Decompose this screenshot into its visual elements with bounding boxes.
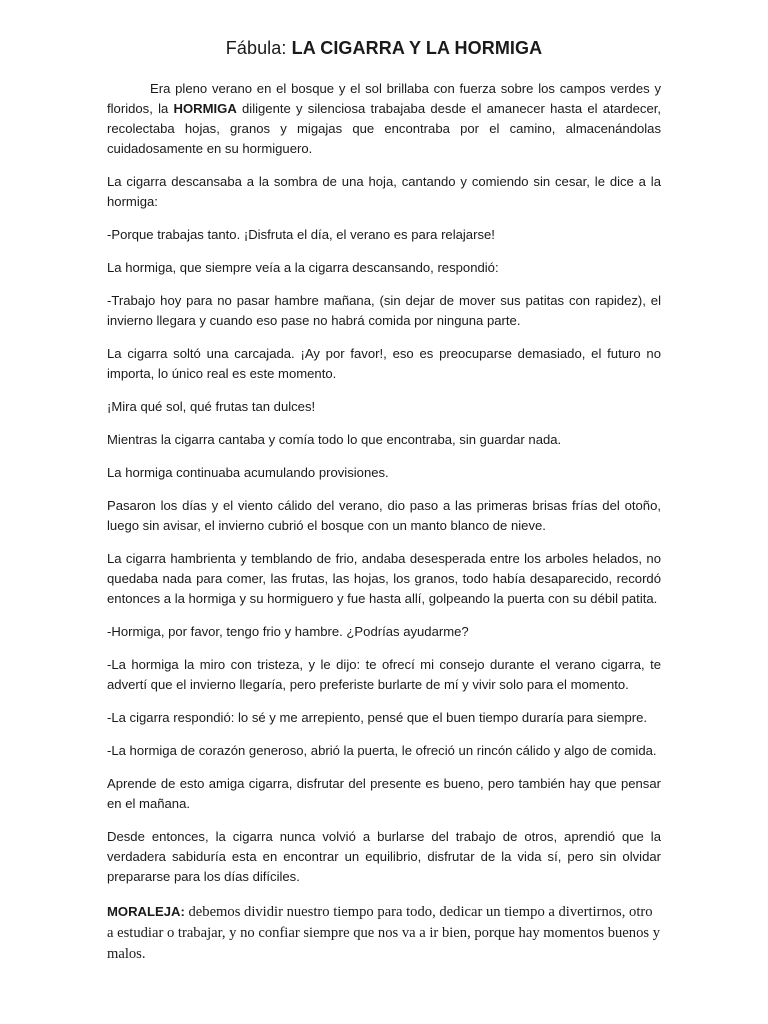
title-main: LA CIGARRA Y LA HORMIGA	[291, 38, 543, 58]
paragraph: -La hormiga de corazón generoso, abrió la puerta, le ofreció un rincón cálido y algo de comida.	[107, 743, 657, 758]
paragraph: Mientras la cigarra cantaba y comía todo lo que encontraba, sin guardar nada.	[107, 432, 562, 447]
intro-paragraph	[107, 79, 661, 159]
paragraph: Desde entonces, la cigarra nunca volvió a burlarse del trabajo de otros, aprendió que la verdadera sabiduría esta en encontrar un equilibrio, disfrutar de la vida sí, pero sin olvidar prepararse para los días difíciles.	[107, 829, 661, 884]
intro-text-2: diligente y silenciosa trabajaba desde el amanecer hasta el atardecer, recolectaba hojas, granos y migajas que encontraba por el camino, almacenándolas cuidadosamente en su hormiguero.	[107, 101, 661, 156]
paragraph: -La hormiga la miro con tristeza, y le dijo: te ofrecí mi consejo durante el verano cigarra, te advertí que el invierno llegaría, pero preferiste burlarte de mí y vivir solo para el momento.	[107, 657, 661, 692]
paragraph: Aprende de esto amiga cigarra, disfrutar del presente es bueno, pero también hay que pensar en el mañana.	[107, 776, 661, 811]
moral-label: MORALEJA:	[107, 904, 185, 919]
page-title	[107, 38, 661, 59]
paragraph: La cigarra descansaba a la sombra de una hoja, cantando y comiendo sin cesar, le dice a la hormiga:	[107, 174, 661, 209]
paragraph: -La cigarra respondió: lo sé y me arrepiento, pensé que el buen tiempo duraría para siempre.	[107, 710, 648, 725]
intro-text-1: Era pleno verano en el bosque y el sol brillaba con fuerza sobre los campos verdes y floridos, la	[107, 81, 661, 116]
paragraph: ¡Mira qué sol, qué frutas tan dulces!	[107, 399, 316, 414]
paragraph: La hormiga continuaba acumulando provisiones.	[107, 465, 389, 480]
paragraph: -Porque trabajas tanto. ¡Disfruta el día, el verano es para relajarse!	[107, 227, 495, 242]
title-prefix: Fábula:	[225, 38, 292, 58]
paragraph: Pasaron los días y el viento cálido del verano, dio paso a las primeras brisas frías del otoño, luego sin avisar, el invierno cubrió el bosque con un manto blanco de nieve.	[107, 498, 661, 533]
moral-paragraph	[107, 901, 661, 965]
paragraph: -Hormiga, por favor, tengo frio y hambre. ¿Podrías ayudarme?	[107, 624, 469, 639]
paragraph: La hormiga, que siempre veía a la cigarra descansando, respondió:	[107, 260, 499, 275]
moral-text: debemos dividir nuestro tiempo para todo, dedicar un tiempo a divertirnos, otro a estudiar o trabajar, y no confiar siempre que nos va a ir bien, porque hay momentos buenos y malos.	[107, 904, 661, 962]
paragraph: La cigarra soltó una carcajada. ¡Ay por favor!, eso es preocuparse demasiado, el futuro no importa, lo único real es este momento.	[107, 346, 661, 381]
intro-bold-word: HORMIGA	[173, 101, 237, 116]
paragraph: La cigarra hambrienta y temblando de frio, andaba desesperada entre los arboles helados, no quedaba nada para comer, las frutas, las hojas, los granos, todo había desaparecido, recordó entonces a la hormiga y su hormiguero y fue hasta allí, golpeando la puerta con su débil patita.	[107, 551, 661, 606]
paragraph: -Trabajo hoy para no pasar hambre mañana, (sin dejar de mover sus patitas con rapidez), el invierno llegara y cuando eso pase no habrá comida por ninguna parte.	[107, 293, 661, 328]
